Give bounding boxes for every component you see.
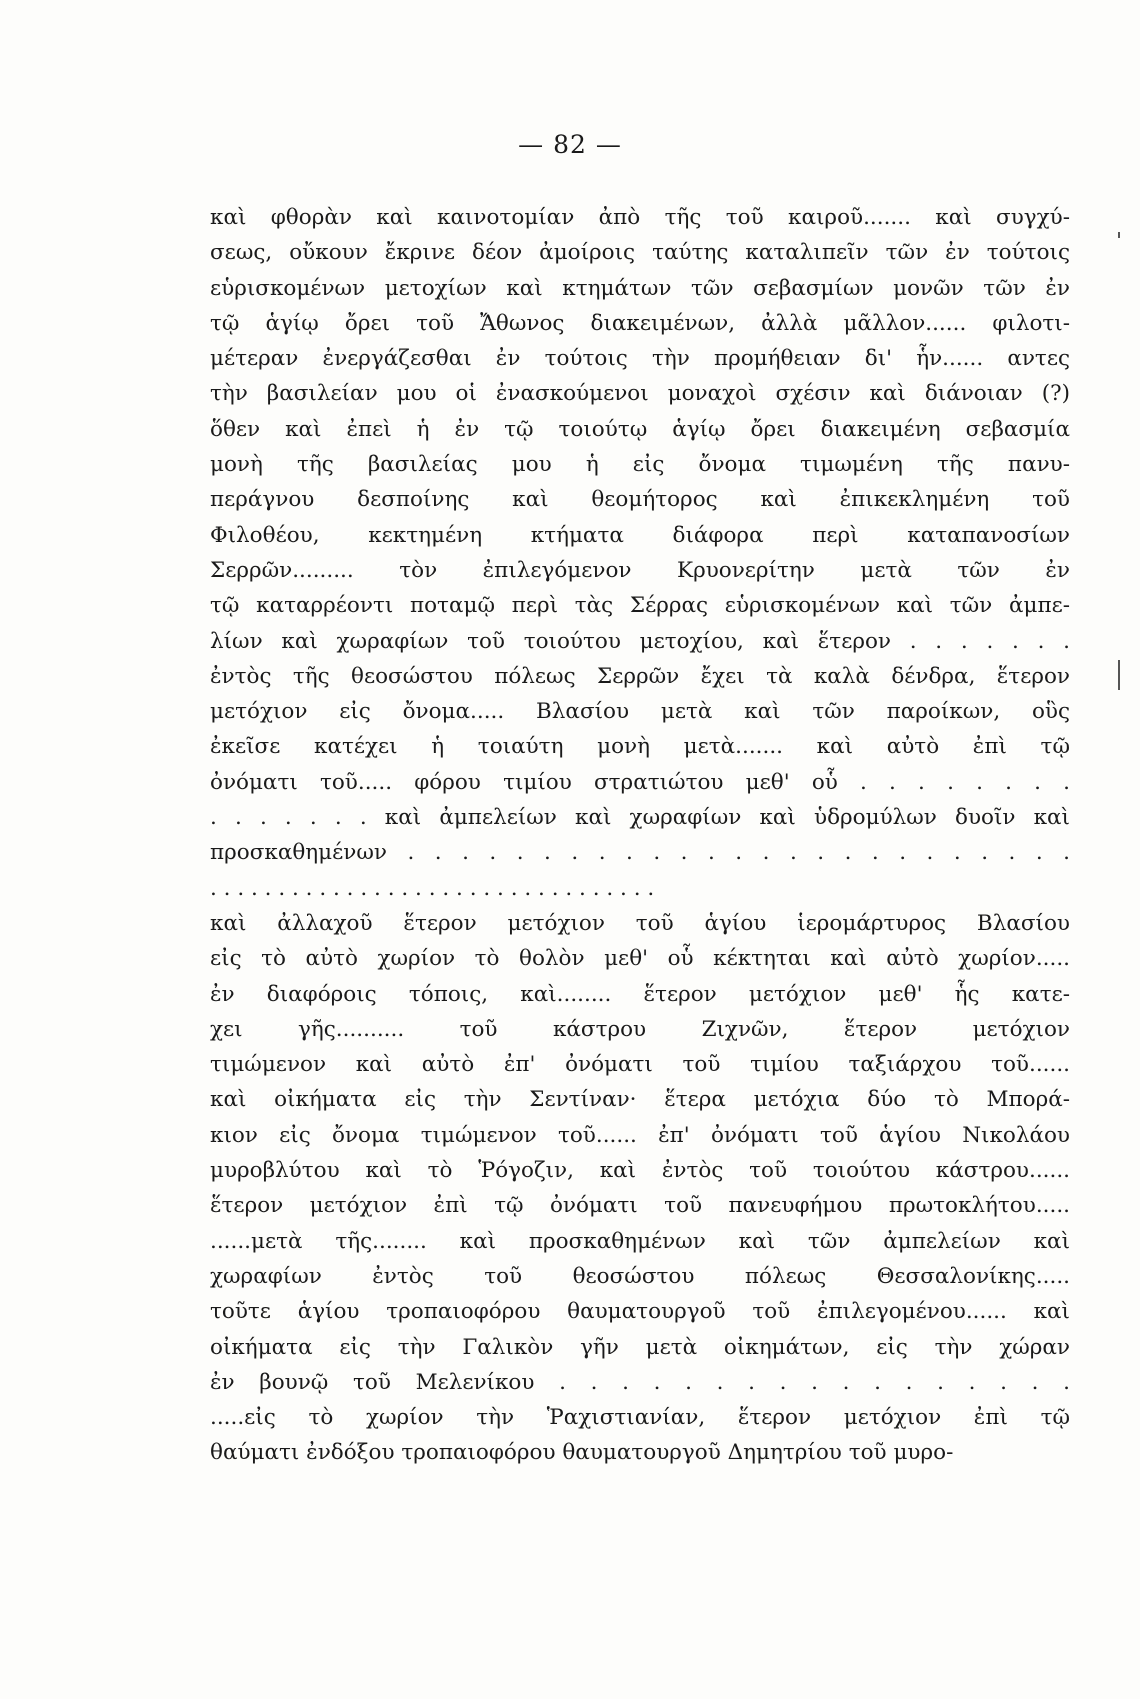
text-line: ......μετὰ τῆς........ καὶ προσκαθημένων καὶ τῶν ἀμπελείων καὶ (210, 1228, 1070, 1254)
text-line: χει γῆς.......... τοῦ κάστρου Ζιχνῶν, ἕτερον μετόχιον (210, 1016, 1070, 1042)
text-line: τοῦτε ἁγίου τροπαιοφόρου θαυματουργοῦ τοῦ ἐπιλεγομένου...... καὶ (210, 1299, 1070, 1325)
text-line: θαύματι ἐνδόξου τροπαιοφόρου θαυματουργοῦ Δημητρίου τοῦ μυρο- (210, 1440, 954, 1466)
text-line: προσκαθημένων . . . . . . . . . . . . . . . . . . . . . . . . . (210, 840, 1070, 866)
text-line: οἰκήματα εἰς τὴν Γαλικὸν γῆν μετὰ οἰκημάτων, εἰς τὴν χώραν (210, 1334, 1070, 1360)
ellipsis-line: . . . . . . . . . . . . . . . . . . . . . . . . . . . . . . . . . (210, 875, 655, 901)
text-line: κιον εἰς ὄνομα τιμώμενον τοῦ...... ἐπ' ὀνόματι τοῦ ἁγίου Νικολάου (210, 1122, 1070, 1148)
text-line: καὶ οἰκήματα εἰς τὴν Σεντίναν· ἕτερα μετόχια δύο τὸ Μπορά- (210, 1087, 1070, 1113)
text-line: ἐκεῖσε κατέχει ἡ τοιαύτη μονὴ μετὰ....... καὶ αὐτὸ ἐπὶ τῷ (210, 734, 1070, 760)
text-line: περάγνου δεσποίνης καὶ θεομήτορος καὶ ἐπικεκλημένη τοῦ (210, 487, 1070, 513)
text-line: τῷ καταρρέοντι ποταμῷ περὶ τὰς Σέρρας εὑρισκομένων καὶ τῶν ἀμπε- (210, 593, 1070, 619)
text-line: ἕτερον μετόχιον ἐπὶ τῷ ὀνόματι τοῦ πανευφήμου πρωτοκλήτου..... (210, 1193, 1070, 1219)
text-line: ἐν βουνῷ τοῦ Μελενίκου . . . . . . . . . . . . . . . . . (210, 1369, 1070, 1395)
text-line: τιμώμενον καὶ αὐτὸ ἐπ' ὀνόματι τοῦ τιμίου ταξιάρχου τοῦ...... (210, 1052, 1070, 1078)
text-line: Φιλοθέου, κεκτημένη κτήματα διάφορα περὶ καταπανοσίων (210, 522, 1070, 548)
margin-mark (1118, 232, 1120, 238)
text-line: σεως, οὔκουν ἔκρινε δέον ἀμοίροις ταύτης καταλιπεῖν τῶν ἐν τούτοις (210, 240, 1070, 266)
text-line: μετόχιον εἰς ὄνομα..... Βλασίου μετὰ καὶ τῶν παροίκων, οὓς (210, 699, 1070, 725)
text-line: ὀνόματι τοῦ..... φόρου τιμίου στρατιώτου μεθ' οὗ . . . . . . . . (210, 769, 1070, 795)
body-text (210, 200, 1070, 1471)
text-line: χωραφίων ἐντὸς τοῦ θεοσώστου πόλεως Θεσσαλονίκης..... (210, 1263, 1070, 1289)
text-line: λίων καὶ χωραφίων τοῦ τοιούτου μετοχίου, καὶ ἕτερον . . . . . . . (210, 628, 1070, 654)
text-line: εὑρισκομένων μετοχίων καὶ κτημάτων τῶν σεβασμίων μονῶν τῶν ἐν (210, 275, 1070, 301)
text-line: ἐντὸς τῆς θεοσώστου πόλεως Σερρῶν ἔχει τὰ καλὰ δένδρα, ἕτερον (210, 663, 1070, 689)
text-line: . . . . . . . καὶ ἀμπελείων καὶ χωραφίων καὶ ὑδρομύλων δυοῖν καὶ (210, 805, 1070, 831)
text-line: ἐν διαφόροις τόποις, καὶ........ ἕτερον μετόχιον μεθ' ἧς κατε- (210, 981, 1070, 1007)
text-line: μονὴ τῆς βασιλείας μου ἡ εἰς ὄνομα τιμωμένη τῆς πανυ- (210, 452, 1070, 478)
text-line: καὶ φθορὰν καὶ καινοτομίαν ἀπὸ τῆς τοῦ καιροῦ....... καὶ συγχύ- (210, 205, 1070, 230)
text-line: .....εἰς τὸ χωρίον τὴν Ῥαχιστιανίαν, ἕτερον μετόχιον ἐπὶ τῷ (210, 1405, 1070, 1431)
text-line: τὴν βασιλείαν μου οἱ ἐνασκούμενοι μοναχοὶ σχέσιν καὶ διάνοιαν (?) (210, 381, 1070, 407)
text-line: καὶ ἀλλαχοῦ ἕτερον μετόχιον τοῦ ἁγίου ἱερομάρτυρος Βλασίου (210, 910, 1070, 936)
text-line: Σερρῶν......... τὸν ἐπιλεγόμενον Κρυονερίτην μετὰ τῶν ἐν (210, 557, 1070, 583)
text-line: τῷ ἁγίῳ ὄρει τοῦ Ἄθωνος διακειμένων, ἀλλὰ μᾶλλον...... φιλοτι- (210, 310, 1070, 336)
text-line: μέτεραν ἐνεργάζεσθαι ἐν τούτοις τὴν προμήθειαν δι' ἧν...... αντες (210, 346, 1070, 372)
text-line: μυροβλύτου καὶ τὸ Ῥόγοζιν, καὶ ἐντὸς τοῦ τοιούτου κάστρου...... (210, 1158, 1070, 1184)
text-line: εἰς τὸ αὐτὸ χωρίον τὸ θολὸν μεθ' οὗ κέκτηται καὶ αὐτὸ χωρίον..... (210, 946, 1070, 972)
margin-mark (1118, 660, 1120, 690)
page-number: — 82 — (518, 130, 622, 159)
text-line: ὅθεν καὶ ἐπεὶ ἡ ἐν τῷ τοιούτῳ ἁγίῳ ὄρει διακειμένη σεβασμία (210, 416, 1070, 442)
